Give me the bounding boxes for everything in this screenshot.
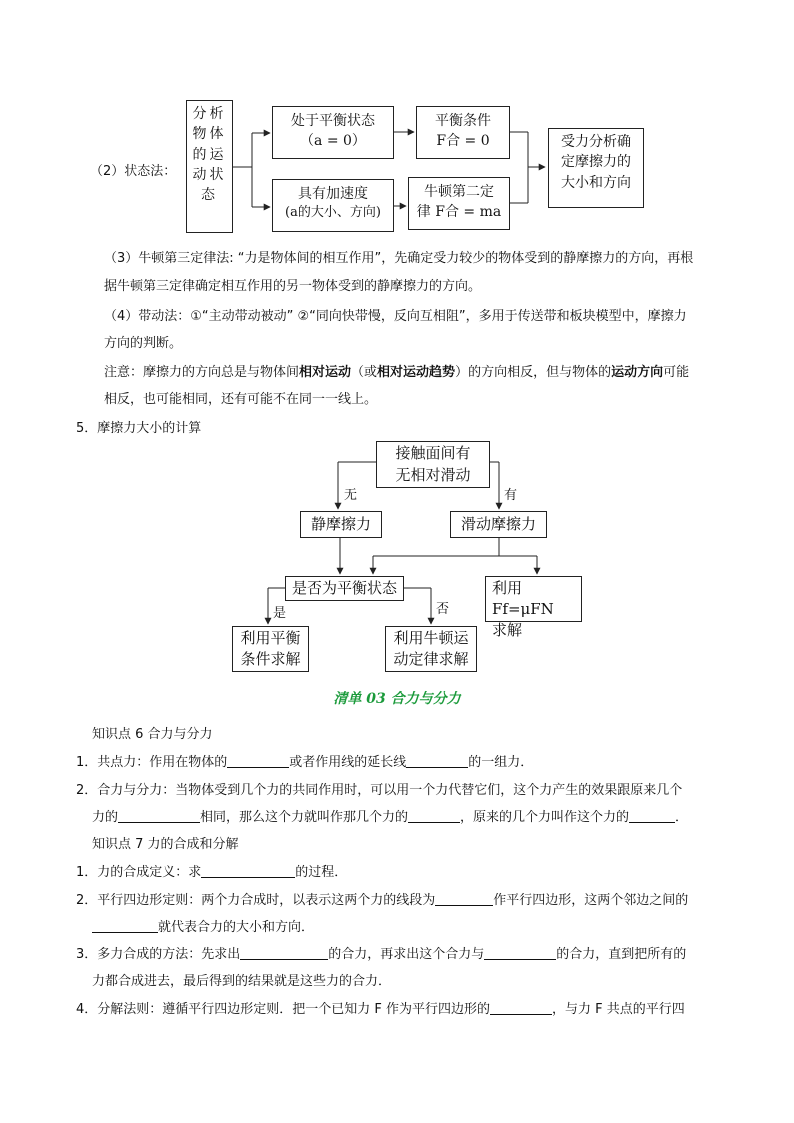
kp7-item2-line1 — [76, 889, 688, 908]
box-line: 无相对滑动 — [395, 465, 471, 484]
acceleration-box — [272, 179, 394, 232]
box-line: 具有加速度 — [298, 186, 368, 202]
kp6-item2-line1: 2．合力与分力：当物体受到几个力的共同作用时，可以用一个力代替它们，这个力产生的效果跟原来几个 — [76, 783, 683, 798]
fill-blank[interactable] — [490, 1000, 552, 1015]
note-bold: 运动方向 — [611, 365, 664, 380]
not-label: 否 — [436, 602, 450, 617]
no-label: 无 — [344, 488, 358, 503]
text: 或者作用线的延长线 — [289, 755, 407, 770]
note-text: ）的方向相反，但与物体的 — [455, 365, 612, 380]
box-line: 条件求解 — [240, 650, 301, 668]
text: 力的 — [92, 810, 119, 825]
box-line: 利用平衡 — [240, 629, 301, 647]
box-line: 物体 — [192, 126, 227, 143]
text: 作平行四边形，这两个邻边之间的 — [493, 893, 689, 908]
result-friction-box — [548, 128, 644, 208]
note-line2: 相反，也可能相同，还有可能不在同一一线上。 — [104, 392, 378, 407]
note-text: 可能 — [663, 365, 690, 380]
text: ，原来的几个力叫作这个力的 — [460, 810, 630, 825]
text: 相同，那么这个力就叫作那几个力的 — [200, 810, 409, 825]
formula-box — [485, 576, 582, 639]
text: 1．共点力：作用在物体的 — [76, 755, 228, 770]
box-line: F合 = 0 — [436, 133, 490, 150]
static-friction-box — [300, 511, 382, 538]
box-line: 处于平衡状态 — [291, 113, 375, 129]
fill-blank[interactable] — [484, 945, 556, 960]
box-line: 的运 — [192, 146, 227, 163]
fill-blank[interactable] — [92, 918, 158, 933]
solve-newton-box — [385, 626, 477, 672]
analyze-motion-state-box — [186, 100, 233, 233]
box-line: 态 — [201, 187, 218, 204]
balance-state-box — [272, 106, 394, 159]
note-bold: 相对运动趋势 — [377, 365, 456, 380]
yes-label: 有 — [504, 488, 518, 503]
box-line: 牛顿第二定 — [424, 184, 494, 200]
fill-blank[interactable] — [227, 753, 289, 768]
method3-line1: （3）牛顿第三定律法: “力是物体间的相互作用”，先确定受力较少的物体受到的静摩擦力的方向，再根 — [104, 251, 694, 266]
kp6-item1 — [76, 751, 533, 770]
box-line: （a = 0） — [300, 133, 366, 150]
fill-blank[interactable] — [406, 753, 468, 768]
note-bold: 相对运动 — [299, 365, 352, 380]
balance-question-box — [285, 576, 404, 601]
box-line: 求解 — [492, 621, 523, 639]
relative-sliding-question-box — [376, 441, 490, 488]
fill-blank[interactable] — [435, 891, 493, 906]
kp7-item4 — [76, 998, 685, 1017]
box-line: 是否为平衡状态 — [291, 579, 397, 597]
is-label: 是 — [273, 606, 287, 621]
box-line: 利用牛顿运 — [393, 629, 469, 647]
box-line: 接触面间有 — [395, 444, 471, 462]
fill-blank[interactable] — [118, 808, 200, 823]
box-line: 受力分析确 — [561, 134, 631, 150]
box-line: 大小和方向 — [561, 174, 631, 191]
method3-line2: 据牛顿第三定律确定相互作用的另一物体受到的静摩擦力的方向。 — [104, 279, 482, 294]
method4-line2: 方向的判断。 — [104, 336, 183, 351]
box-line: 动定律求解 — [393, 650, 469, 668]
text: 的过程． — [295, 865, 348, 880]
fill-blank[interactable] — [408, 808, 460, 823]
text: 2．平行四边形定则：两个力合成时，以表示这两个力的线段为 — [76, 893, 436, 908]
fill-blank[interactable] — [201, 863, 295, 878]
text: 的合力，直到把所有的 — [556, 947, 687, 962]
box-line: 利用Ff=μFN — [492, 579, 554, 618]
box-line: 分析 — [192, 106, 227, 122]
newton-second-law-box — [408, 177, 510, 230]
kp7-item1 — [76, 861, 347, 880]
box-line: 静摩擦力 — [310, 515, 371, 533]
kp7-item2-line2 — [92, 916, 314, 935]
fill-blank[interactable] — [629, 808, 675, 823]
text: 的合力，再求出这个合力与 — [328, 947, 485, 962]
method4-line1: （4）带动法：①“主动带动被动” ②“同向快带慢，反向互相阻”，多用于传送带和板块模型中，摩擦力 — [104, 309, 687, 324]
text: 就代表合力的大小和方向． — [158, 920, 315, 935]
text: 的一组力． — [468, 755, 534, 770]
box-line: 定摩擦力的 — [561, 154, 631, 171]
solve-balance-box — [232, 626, 309, 672]
state-method-label: （2）状态法： — [90, 164, 177, 179]
box-line: 动状 — [192, 166, 227, 183]
text: ． — [675, 810, 689, 825]
box-line: 律 F合 = ma — [416, 204, 502, 221]
section-heading: 清单 03 合力与分力 — [333, 691, 461, 707]
kp7-title: 知识点 7 力的合成和分解 — [92, 837, 239, 852]
item5-title: 5．摩擦力大小的计算 — [76, 421, 202, 436]
note-line1 — [104, 361, 689, 380]
kp6-title: 知识点 6 合力与分力 — [92, 727, 213, 742]
text: 3．多力合成的方法：先求出 — [76, 947, 241, 962]
fill-blank[interactable] — [240, 945, 328, 960]
kp6-item2-line2 — [92, 806, 688, 825]
kp7-item3-line2: 力都合成进去，最后得到的结果就是这些力的合力． — [92, 974, 392, 989]
box-line: 滑动摩擦力 — [460, 515, 536, 533]
text: ，与力 F 共点的平行四 — [552, 1002, 685, 1017]
note-text: 注意：摩擦力的方向总是与物体间 — [104, 365, 300, 380]
box-line: (a的大小、方向) — [285, 205, 381, 221]
text: 4．分解法则：遵循平行四边形定则．把一个已知力 F 作为平行四边形的 — [76, 1002, 491, 1017]
box-line: 平衡条件 — [435, 113, 491, 129]
kp7-item3-line1 — [76, 943, 686, 962]
balance-condition-box — [416, 106, 510, 159]
note-text: （或 — [351, 365, 378, 380]
sliding-friction-box — [450, 511, 547, 538]
text: 1．力的合成定义：求 — [76, 865, 202, 880]
